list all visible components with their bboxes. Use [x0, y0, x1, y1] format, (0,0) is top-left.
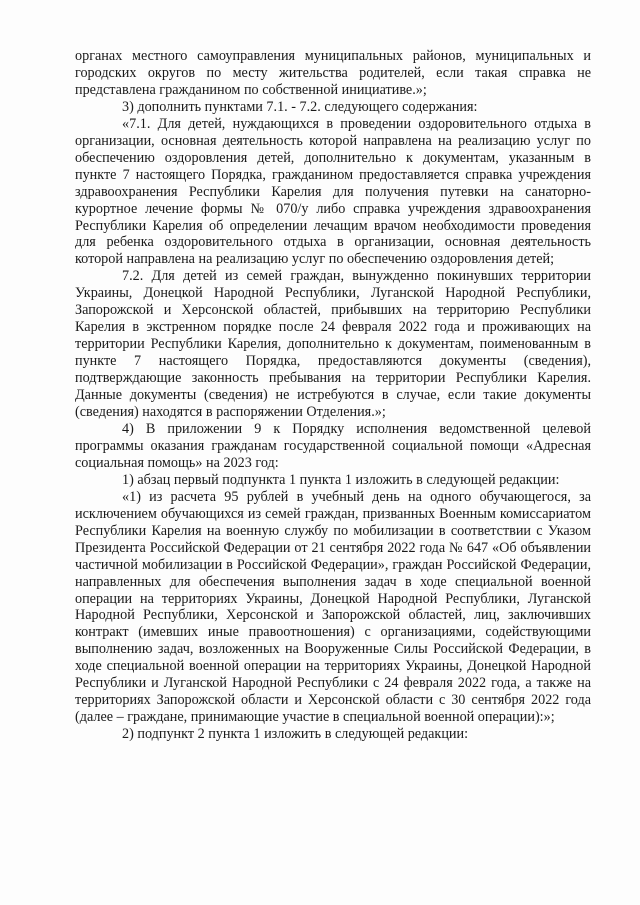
paragraph-quote-1: «1) из расчета 95 рублей в учебный день на одного обучающегося, за исключением обучающихся из семей граждан, призванных Военным комиссариатом Республики Карелия на военную службу по мобилизации в соответствии с Указом Президента Российской Федерации от 21 сентября 2022 года № 647 «Об объявлении частичной мобилизации в Российской Федерации», граждан Российской Федерации, направленных для обеспечения выполнения задач в ходе специальной военной операции на территориях Украины, Донецкой Народной Республики, Луганской Народной Республики, Херсонской и Запорожской областей, лиц, заключивших контракт (имевших иные правоотношения) с организациями, содействующими выполнению задач, возложенных на Вооруженные Силы Российской Федерации, в ходе специальной военной операции на территориях Украины, Донецкой Народной Республики и Луганской Народной Республики с 24 февраля 2022 года, а также на территориях Запорожской области и Херсонской области с 30 сентября 2022 года (далее – граждане, принимающие участие в специальной военной операции):»;	[75, 488, 591, 726]
paragraph-continuation: органах местного самоуправления муниципальных районов, муниципальных и городских округов по месту жительства родителей, если такая справка не представлена гражданином по собственной инициативе.»;	[75, 48, 591, 98]
paragraph-subitem-2: 2) подпункт 2 пункта 1 изложить в следующей редакции:	[122, 726, 469, 743]
paragraph-item-4: 4) В приложении 9 к Порядку исполнения ведомственной целевой программы оказания гражданам государственной социальной помощи «Адресная социальная помощь» на 2023 год:	[75, 420, 591, 471]
paragraph-7-1: «7.1. Для детей, нуждающихся в проведении оздоровительного отдыха в организации, основная деятельность которой направлена на реализацию услуг по обеспечению оздоровления детей, дополнительно к документам, указанным в пункте 7 настоящего Порядка, гражданином предоставляется справка учреждения здравоохранения Республики Карелия для получения путевки на санаторно-курортное лечение формы № 070/у либо справка учреждения здравоохранения Республики Карелия об определении лечащим врачом необходимости проведения для ребенка оздоровительного отдыха в организации, основная деятельность которой направлена на реализацию услуг по обеспечению оздоровления детей;	[75, 115, 591, 268]
paragraph-7-2: 7.2. Для детей из семей граждан, вынужденно покинувших территории Украины, Донецкой Народной Республики, Луганской Народной Республики, Запорожской и Херсонской областей, прибывших на территорию Республики Карелия в экстренном порядке после 24 февраля 2022 года и проживающих на территории Республики Карелия, дополнительно к документам, поименованным в пункте 7 настоящего Порядка, предоставляются документы (сведения), подтверждающие законность пребывания на территории Республики Карелия. Данные документы (сведения) не истребуются в случае, если такие документы (сведения) находятся в распоряжении Отделения.»;	[75, 268, 591, 421]
paragraph-item-3: 3) дополнить пунктами 7.1. - 7.2. следующего содержания:	[122, 98, 478, 115]
paragraph-subitem-1: 1) абзац первый подпункта 1 пункта 1 изложить в следующей редакции:	[122, 471, 560, 488]
